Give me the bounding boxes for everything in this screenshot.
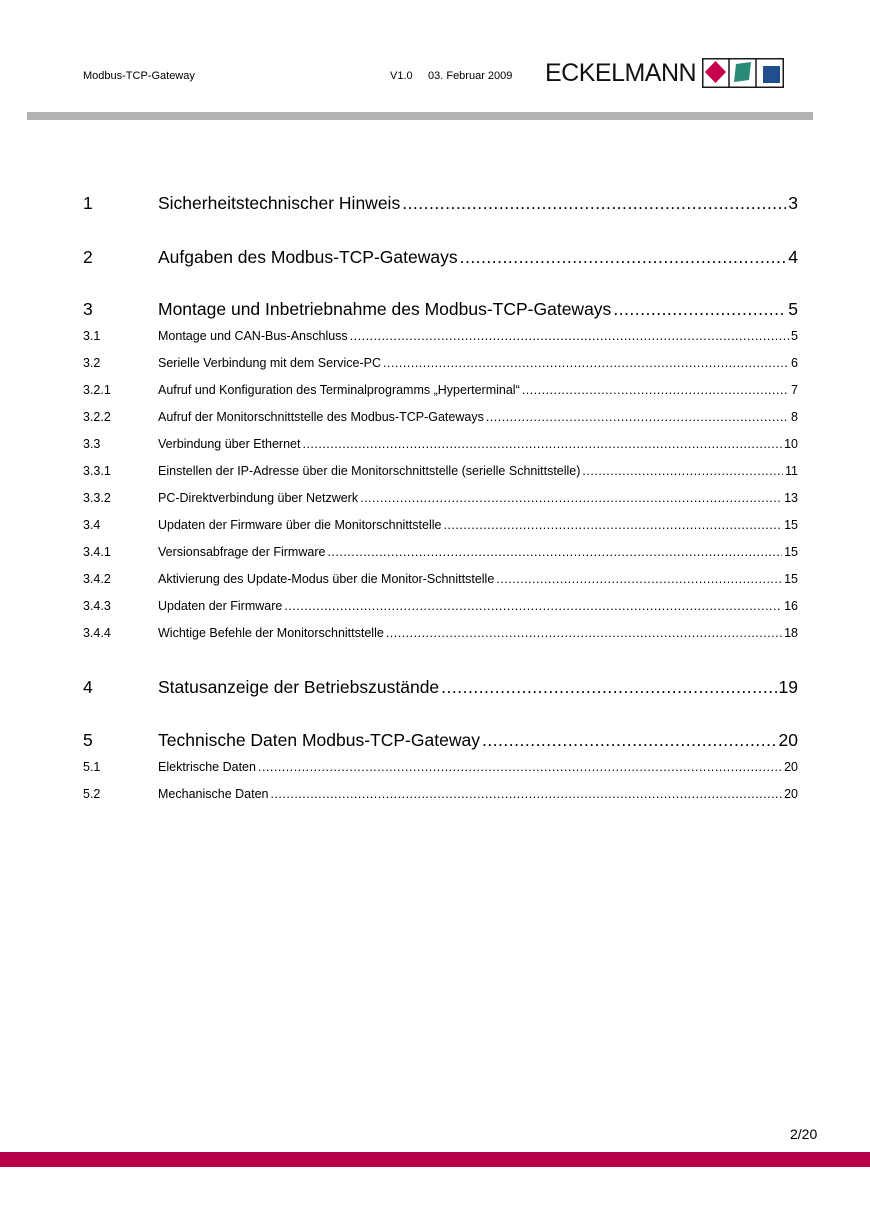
toc-entry-page: 6 [791, 356, 798, 370]
toc-entry[interactable] [83, 787, 798, 801]
toc-entry-page: 18 [784, 626, 798, 640]
document-title: Modbus-TCP-Gateway [83, 70, 195, 82]
logo-blue-square [763, 66, 780, 83]
toc-entry[interactable] [83, 410, 798, 424]
toc-leader-dots [496, 572, 782, 586]
toc-entry-number: 5.2 [83, 787, 101, 801]
toc-entry-page: 15 [784, 572, 798, 586]
document-version: V1.0 [390, 70, 413, 82]
toc-entry-number: 3.2 [83, 356, 101, 370]
toc-entry-page: 15 [784, 545, 798, 559]
toc-entry-title: Montage und CAN-Bus-Anschluss [158, 329, 348, 343]
toc-leader-dots [284, 599, 782, 613]
toc-entry-page: 8 [791, 410, 798, 424]
toc-entry[interactable] [83, 329, 798, 343]
toc-entry-number: 3.2.1 [83, 383, 111, 397]
toc-entry-title: Updaten der Firmware [158, 599, 283, 613]
toc-entry-title: Elektrische Daten [158, 760, 256, 774]
toc-entry-page: 20 [784, 787, 798, 801]
toc-leader-dots [486, 410, 789, 424]
toc-entry[interactable] [83, 572, 798, 586]
toc-leader-dots [482, 730, 777, 751]
toc-entry-number: 3.3.1 [83, 464, 111, 478]
toc-entry-number: 4 [83, 677, 93, 697]
toc-entry[interactable] [83, 545, 798, 559]
toc-entry-page: 4 [788, 247, 798, 267]
toc-entry[interactable] [83, 464, 798, 478]
toc-entry[interactable] [83, 518, 798, 532]
toc-entry[interactable] [83, 356, 798, 370]
toc-entry-title: Aufruf und Konfiguration des Terminalprogramms „Hyperterminal“ [158, 383, 520, 397]
toc-leader-dots [582, 464, 783, 478]
toc-entry-page: 20 [778, 730, 798, 750]
toc-entry-number: 3.4.1 [83, 545, 111, 559]
toc-leader-dots [402, 193, 786, 214]
toc-entry-title: PC-Direktverbindung über Netzwerk [158, 491, 359, 505]
toc-entry[interactable] [83, 299, 798, 320]
toc-entry-page: 3 [788, 193, 798, 213]
toc-leader-dots [613, 299, 786, 320]
toc-entry-title: Updaten der Firmware über die Monitorschnittstelle [158, 518, 442, 532]
toc-leader-dots [460, 247, 787, 268]
toc-entry[interactable] [83, 760, 798, 774]
toc-entry[interactable] [83, 730, 798, 751]
toc-entry-number: 5 [83, 730, 93, 750]
toc-entry-title: Verbindung über Ethernet [158, 437, 301, 451]
toc-entry[interactable] [83, 626, 798, 640]
toc-entry-page: 19 [778, 677, 798, 697]
toc-entry-title: Sicherheitstechnischer Hinweis [158, 193, 401, 213]
toc-entry-title: Aktivierung des Update-Modus über die Monitor-Schnittstelle [158, 572, 495, 586]
footer-band [0, 1152, 870, 1167]
toc-entry[interactable] [83, 383, 798, 397]
toc-entry-page: 7 [791, 383, 798, 397]
toc-entry-title: Versionsabfrage der Firmware [158, 545, 326, 559]
toc-leader-dots [258, 760, 782, 774]
toc-entry-page: 13 [784, 491, 798, 505]
logo-red-diamond [705, 61, 726, 83]
eckelmann-logo [545, 57, 784, 89]
toc-entry[interactable] [83, 437, 798, 451]
toc-entry[interactable] [83, 491, 798, 505]
logo-text: ECKELMANN [545, 58, 697, 87]
header-rule [27, 112, 813, 120]
toc-entry[interactable] [83, 193, 798, 214]
toc-entry-number: 5.1 [83, 760, 101, 774]
toc-leader-dots [443, 518, 782, 532]
toc-entry-page: 11 [785, 464, 798, 478]
document-date: 03. Februar 2009 [428, 70, 513, 82]
toc-leader-dots [350, 329, 789, 343]
toc-leader-dots [441, 677, 776, 698]
toc-leader-dots [302, 437, 782, 451]
logo-mark-icon [702, 58, 784, 88]
toc-entry[interactable] [83, 599, 798, 613]
toc-leader-dots [327, 545, 782, 559]
toc-leader-dots [383, 356, 789, 370]
toc-entry-title: Mechanische Daten [158, 787, 269, 801]
toc-entry-page: 10 [784, 437, 798, 451]
toc-entry-title: Montage und Inbetriebnahme des Modbus-TCP-Gateways [158, 299, 612, 319]
toc-entry-number: 3.1 [83, 329, 101, 343]
toc-entry-title: Einstellen der IP-Adresse über die Monitorschnittstelle (serielle Schnittstelle) [158, 464, 581, 478]
toc-entry-title: Aufruf der Monitorschnittstelle des Modbus-TCP-Gateways [158, 410, 484, 424]
toc-entry-number: 3.3 [83, 437, 101, 451]
toc-entry-number: 3 [83, 299, 93, 319]
toc-leader-dots [386, 626, 782, 640]
toc-entry-title: Aufgaben des Modbus-TCP-Gateways [158, 247, 458, 267]
toc-entry-title: Technische Daten Modbus-TCP-Gateway [158, 730, 480, 750]
toc-entry-number: 3.4.4 [83, 626, 111, 640]
toc-entry[interactable] [83, 247, 798, 268]
toc-leader-dots [270, 787, 782, 801]
toc-entry-page: 16 [784, 599, 798, 613]
toc-entry-page: 5 [791, 329, 798, 343]
toc-entry-number: 3.2.2 [83, 410, 111, 424]
toc-entry-number: 3.4.3 [83, 599, 111, 613]
toc-entry-page: 15 [784, 518, 798, 532]
toc-entry-page: 20 [784, 760, 798, 774]
page-number: 2/20 [790, 1126, 818, 1142]
toc-entry-number: 2 [83, 247, 93, 267]
toc-entry-number: 3.4.2 [83, 572, 111, 586]
toc-entry-page: 5 [788, 299, 798, 319]
toc-entry[interactable] [83, 677, 798, 698]
toc-entry-number: 3.4 [83, 518, 101, 532]
toc-entry-title: Statusanzeige der Betriebszustände [158, 677, 440, 697]
toc-leader-dots [522, 383, 789, 397]
toc-leader-dots [360, 491, 782, 505]
toc-entry-title: Serielle Verbindung mit dem Service-PC [158, 356, 382, 370]
logo-green-square [734, 62, 751, 82]
toc-entry-title: Wichtige Befehle der Monitorschnittstelle [158, 626, 384, 640]
toc-entry-number: 3.3.2 [83, 491, 111, 505]
toc-entry-number: 1 [83, 193, 93, 213]
